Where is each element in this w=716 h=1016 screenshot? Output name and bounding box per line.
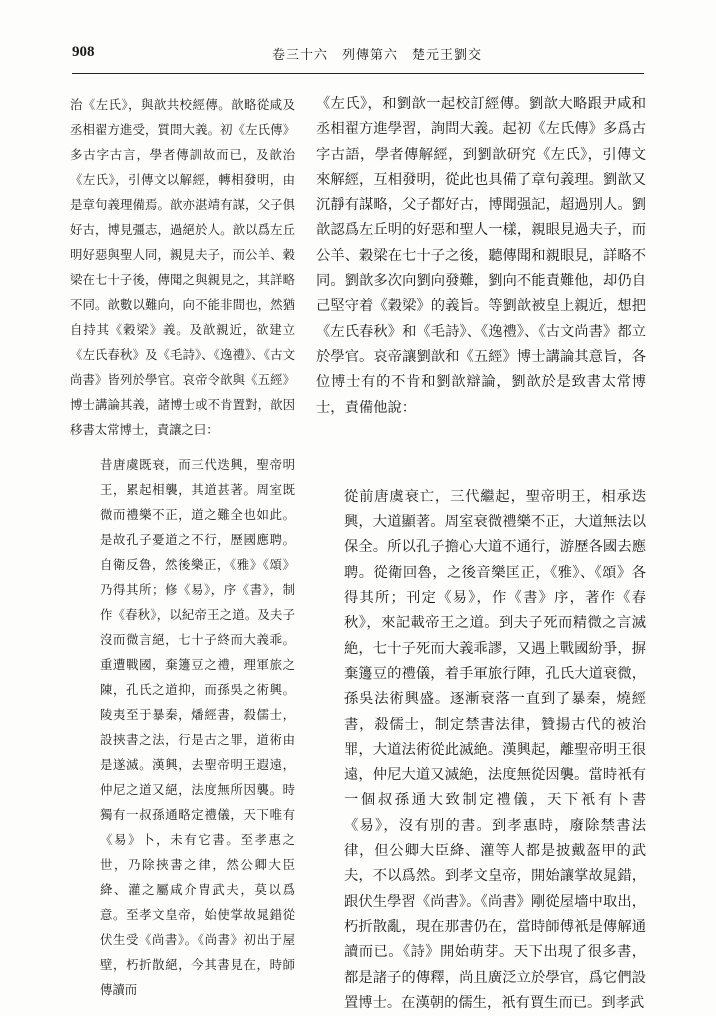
header-rule [72,73,644,74]
classical-intro-paragraph: 治《左氏》，與歆共校經傳。歆略從咸及丞相翟方進受，質問大義。初《左氏傳》多古字古言，學者傳訓故而已，及歆治《左氏》，引傳文以解經，轉相發明，由是章句義理備焉。歆亦湛靖有謀，父子俱好古，博見彊志，過絕於人。歆以爲左丘明好惡與聖人同，親見夫子，而公羊、穀梁在七十子後，傳聞之與親見之，其詳略不同。歆數以難向，向不能非間也，然猶自持其《穀梁》義。及歆親近，欲建立《左氏春秋》及《毛詩》、《逸禮》、《古文尚書》皆列於學官。哀帝令歆與《五經》博士講論其義，諸博士或不肯置對，歆因移書太常博士，責讓之曰： [70,97,295,437]
page-header [72,40,644,66]
page-number: 908 [72,44,95,60]
translation-intro-paragraph: 《左氏》，和劉歆一起校訂經傳。劉歆大略跟尹咸和丞相翟方進學習，詢問大義。起初《左氏傳》多爲古字古語，學者傳解經，到劉歆研究《左氏》，引傳文來解經，互相發明，從此也具備了章句義理。劉歆又沉靜有謀略，父子都好古，博聞强記，超過別人。劉歆認爲左丘明的好惡和聖人一樣，親眼見過夫子，而公羊、穀梁在七十子之後，聽傳聞和親眼見，詳略不同。劉歆多次向劉向發難，劉向不能責難他，却仍自己堅守着《穀梁》的義旨。等劉歆被皇上親近，想把《左氏春秋》和《毛詩》、《逸禮》、《古文尚書》都立於學官。哀帝讓劉歆和《五經》博士講論其意旨，各位博士有的不肯和劉歆辯論，劉歆於是致書太常博士，責備他說： [316,96,646,416]
classical-quote-paragraph: 昔唐虞既衰，而三代迭興，聖帝明王，累起相襲，其道甚著。周室既微而禮樂不正，道之難全也如此。是故孔子憂道之不行，歷國應聘。自衛反魯，然後樂正，《雅》《頌》乃得其所；修《易》，序《書》，制作《春秋》，以紀帝王之道。及夫子沒而微言絕，七十子終而大義乖。重遭戰國，棄籩豆之禮，理軍旅之陳，孔氏之道抑，而孫吳之術興。陵夷至于暴秦，燔經書，殺儒士，設挾書之法，行是古之罪，道術由是遂滅。漢興，去聖帝明王遐遠，仲尼之道又絕，法度無所因襲。時獨有一叔孫通略定禮儀，天下唯有《易》卜，未有它書。至孝惠之世，乃除挾書之律，然公卿大臣絳、灌之屬咸介冑武夫，莫以爲意。至孝文皇帝，始使掌故晁錯從伏生受《尚書》。《尚書》初出于屋壁，朽折散絕，今其書見在，時師傳讀而 [100,457,295,997]
running-head: 卷三十六 列傳第六 楚元王劉交 [272,48,483,63]
translation-quote-paragraph: 從前唐虞衰亡，三代繼起，聖帝明王，相承迭興，大道顯著。周室衰微禮樂不正，大道無法以保全。所以孔子擔心大道不通行，游歷各國去應聘。從衛回魯，之後音樂匡正，《雅》、《頌》各得其所；刊定《易》，作《書》序，著作《春秋》，來記載帝王之道。到夫子死而精微之言滅絶，七十子死而大義乖謬，又遇上戰國紛爭，摒棄籩豆的禮儀，着手軍旅行陣，孔氏大道衰微，孫吳法術興盛。逐漸衰落一直到了暴秦，燒經書，殺儒士，制定禁書法律，贊揚古代的被治罪，大道法術從此滅絶。漢興起，離聖帝明王很遠，仲尼大道又滅絶，法度無從因襲。當時衹有一個叔孫通大致制定禮儀，天下衹有卜書《易》，沒有別的書。到孝惠時，廢除禁書法律，但公卿大臣絳、灌等人都是披戴盔甲的武夫，不以爲然。到孝文皇帝，開始讓掌故晁錯，跟伏生學習《尚書》。《尚書》剛從屋墻中取出，朽折散亂，現在那書仍在，當時師傅衹是傳解通讀而已。《詩》開始萌芽。天下出現了很多書，都是諸子的傳釋，尚且廣泛立於學官，爲它們設置博士。在漢朝的儒生，衹有賈生而已。到孝武 [344,488,646,1011]
classical-text-column [70,92,295,1002]
translation-column [316,92,646,1016]
